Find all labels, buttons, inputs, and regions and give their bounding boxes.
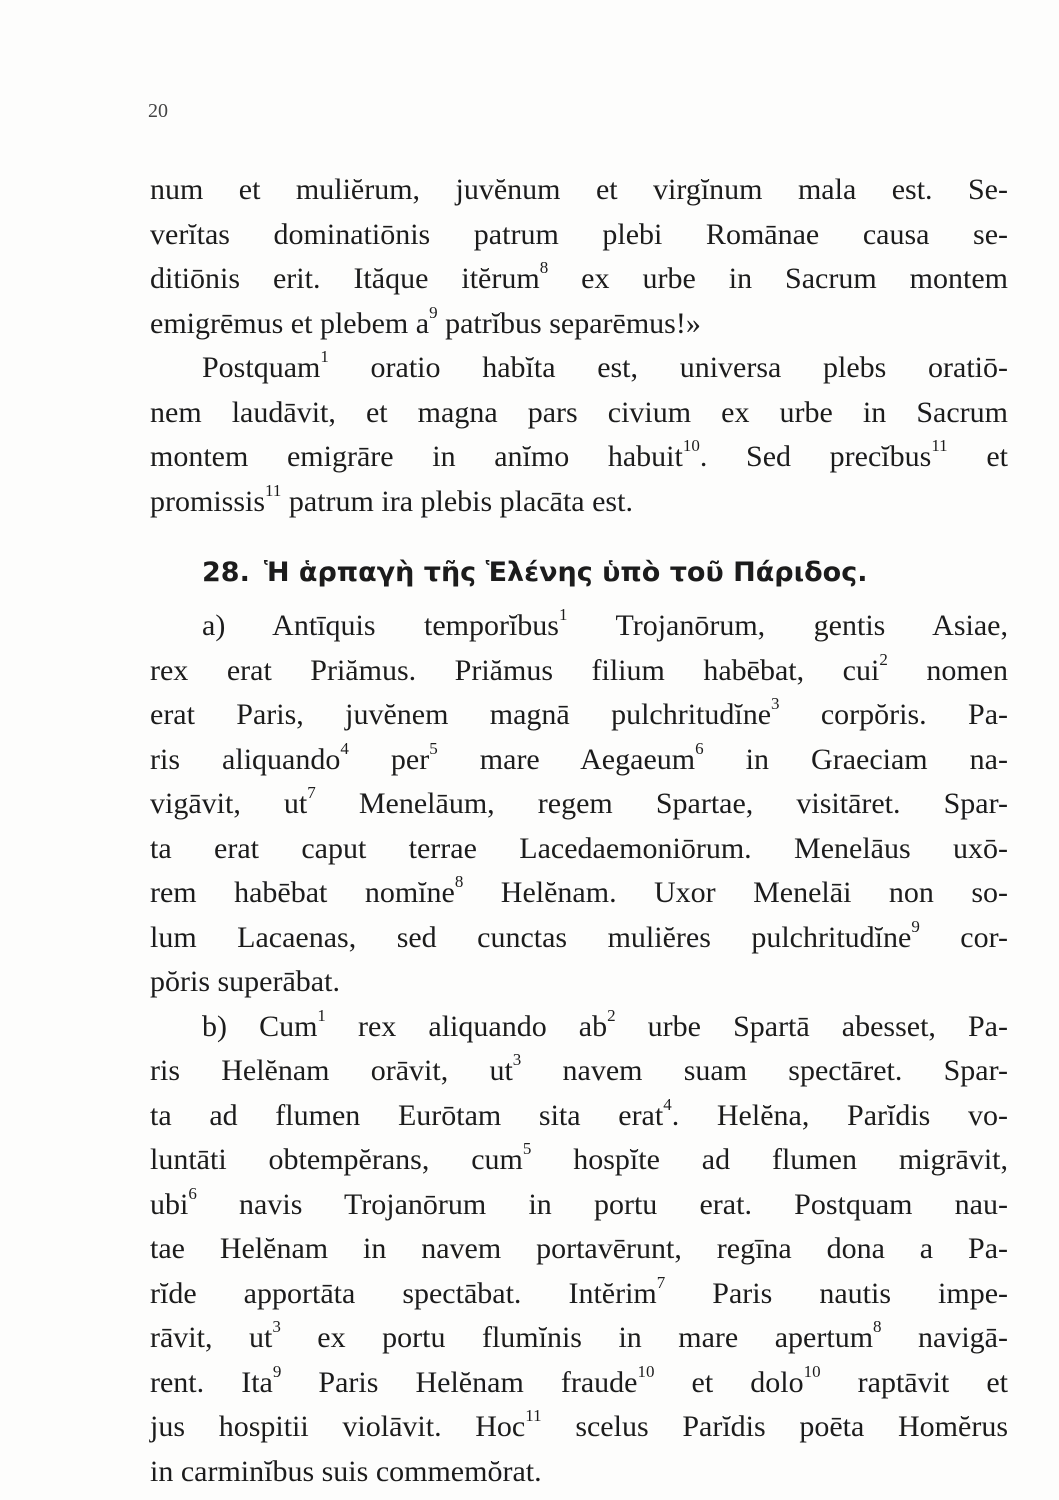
footnote-marker: 5 bbox=[429, 738, 438, 758]
footnote-marker: 8 bbox=[454, 872, 464, 891]
text-line: a) Antīquis temporĭbus$^1$ Trojanōrum, gentis Asiae, bbox=[202, 605, 1008, 642]
text-line: rent. Ita$^9$ Paris Helĕnam fraude$^{10}$ et dolo$^{10}$ raptāvit et bbox=[150, 1361, 1008, 1399]
text-line: ta erat caput terrae Lacedaemoniōrum. Menelāus uxō- bbox=[150, 831, 1008, 865]
footnote-marker: 3 bbox=[272, 1317, 281, 1336]
footnote-marker: 10 bbox=[682, 436, 700, 455]
footnote-marker: 11 bbox=[525, 1406, 542, 1425]
paragraph bbox=[150, 604, 1008, 1005]
paragraph bbox=[150, 1005, 1008, 1495]
text-line: tae Helĕnam in navem portavērunt, regīna dona a Pa- bbox=[150, 1232, 1008, 1265]
text-line: jus hospitii violāvit. Hoc$^{11}$ scelus Parĭdis poēta Homĕrus bbox=[150, 1406, 1008, 1443]
footnote-marker: 2 bbox=[879, 649, 888, 669]
text-line: rĭde apportāta spectābat. Intĕrim$^7$ Paris nautis impe- bbox=[150, 1272, 1009, 1310]
footnote-marker: 9 bbox=[911, 916, 920, 936]
paragraph bbox=[150, 346, 1008, 524]
footnote-marker: 5 bbox=[522, 1139, 532, 1158]
text-line: ubi$^6$ navis Trojanōrum in portu erat. Postquam nau- bbox=[150, 1183, 1008, 1221]
text-line: ta ad flumen Eurōtam sita erat$^4$. Helĕna, Parĭdis vo- bbox=[150, 1094, 1008, 1132]
text-line: ris Helĕnam orāvit, $ut^3$ navem suam spectāret. Spar- bbox=[150, 1050, 1008, 1087]
text-line: in carminĭbus suis commemŏrat. bbox=[150, 1454, 542, 1488]
section-heading bbox=[150, 548, 1008, 598]
footnote-marker: 2 bbox=[607, 1005, 616, 1025]
text-line: num et muliĕrum, juvĕnum et virgĭnum mala est. Se- bbox=[150, 173, 1008, 206]
text-line: pŏris superābat. bbox=[150, 965, 340, 998]
paragraph bbox=[150, 168, 1008, 346]
text-line: montem emigrāre in anĭmo habuit$^{10}$. Sed precĭbus$^{11}$ et bbox=[150, 436, 1008, 473]
footnote-marker: 9 bbox=[272, 1361, 282, 1381]
footnote-marker: 4 bbox=[663, 1094, 672, 1114]
footnote-marker: 11 bbox=[265, 480, 282, 500]
section-number: 28. bbox=[202, 557, 250, 588]
text-line: emigrēmus et plebem $a^9$ patrĭbus separēmus!» bbox=[150, 302, 701, 340]
footnote-marker: 10 bbox=[803, 1361, 821, 1381]
footnote-marker: 7 bbox=[656, 1272, 666, 1292]
text-line: verĭtas dominatiōnis patrum plebi Romānae causa se- bbox=[150, 217, 1008, 251]
text-line: lum Lacaenas, sed cunctas muliĕres pulchritudĭne$^9$ cor- bbox=[150, 916, 1008, 954]
section-title: Ἡ ἁρπαγὴ τῆς Ἑλένης ὑπὸ τοῦ Πάριδος. bbox=[263, 557, 868, 588]
footnote-marker: 6 bbox=[188, 1183, 197, 1203]
footnote-marker: 11 bbox=[931, 436, 948, 455]
text-line: vigāvit, $ut^7$ Menelāum, regem Spartae, visitāret. Spar- bbox=[150, 783, 1009, 820]
text-line: ditiōnis erit. Ităque itĕrum$^8$ ex urbe in Sacrum montem bbox=[150, 258, 1008, 295]
text-line: nem laudāvit, et magna pars civium ex urbe in Sacrum bbox=[150, 395, 1008, 429]
text-block-top bbox=[150, 168, 1008, 524]
footnote-marker: 1 bbox=[317, 1005, 326, 1025]
text-line: promissis$^{11}$ patrum ira plebis placāta est. bbox=[150, 480, 633, 518]
text-line: erat Paris, juvĕnem magnā pulchritudĭne$^3$ corpŏris. Pa- bbox=[150, 694, 1008, 731]
footnote-marker: 7 bbox=[307, 783, 316, 802]
footnote-marker: 1 bbox=[320, 347, 329, 366]
text-line: rex erat Priămus. Priămus filium habēbat, cui$^2$ nomen bbox=[150, 649, 1008, 687]
footnote-marker: 1 bbox=[558, 605, 568, 624]
text-block-bottom bbox=[150, 604, 1008, 1494]
footnote-marker: 3 bbox=[512, 1050, 522, 1069]
page-number: 20 bbox=[148, 100, 168, 122]
footnote-marker: 8 bbox=[873, 1317, 882, 1336]
footnote-marker: 10 bbox=[637, 1361, 655, 1381]
text-line: luntāti obtempĕrans, cum$^5$ hospĭte ad flumen migrāvit, bbox=[150, 1139, 1008, 1176]
footnote-marker: 8 bbox=[539, 258, 549, 277]
page-body bbox=[150, 168, 1008, 1494]
footnote-marker: 6 bbox=[695, 738, 704, 758]
text-line: Postquam$^1$ oratio habĭta est, universa plebs oratiō- bbox=[202, 347, 1008, 384]
text-line: rem habēbat nomĭne$^8$ Helĕnam. Uxor Menelāi non so- bbox=[150, 872, 1008, 909]
text-line: rāvit, $ut^3$ ex portu flumĭnis in mare apertum$^8$ navigā- bbox=[150, 1317, 1008, 1354]
footnote-marker: 9 bbox=[429, 302, 438, 322]
text-line: ris aliquando$^4$ per$^5$ mare Aegaeum$^6$ in Graeciam na- bbox=[150, 738, 1008, 776]
footnote-marker: 3 bbox=[771, 694, 780, 713]
text-line: b) Cum$^1$ rex aliquando $ab^2$ urbe Spartā abesset, Pa- bbox=[202, 1005, 1008, 1043]
footnote-marker: 4 bbox=[340, 738, 349, 758]
